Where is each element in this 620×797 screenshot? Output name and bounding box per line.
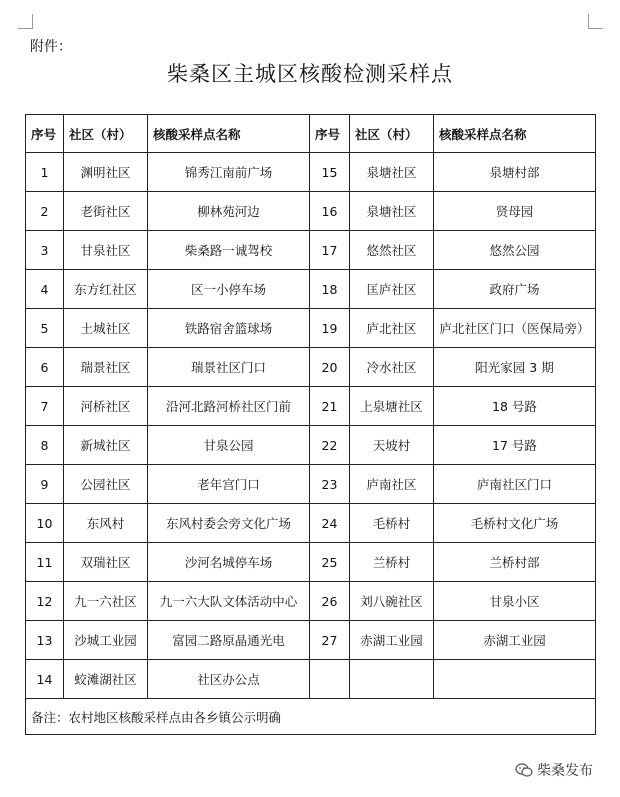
table-cell: 泉塘村部 bbox=[434, 153, 596, 192]
table-cell: 东方红社区 bbox=[64, 270, 148, 309]
table-cell: 6 bbox=[26, 348, 64, 387]
table-cell: 19 bbox=[310, 309, 350, 348]
note-row bbox=[26, 699, 596, 735]
table-cell: 15 bbox=[310, 153, 350, 192]
table-cell: 沙城工业园 bbox=[64, 621, 148, 660]
table-cell: 22 bbox=[310, 426, 350, 465]
header-cell: 社区（村） bbox=[64, 115, 148, 153]
table-cell: 11 bbox=[26, 543, 64, 582]
table-cell: 16 bbox=[310, 192, 350, 231]
table-cell: 柳林苑河边 bbox=[148, 192, 310, 231]
table-cell: 庐北社区门口（医保局旁） bbox=[434, 309, 596, 348]
table-cell: 18 bbox=[310, 270, 350, 309]
table-cell: 瑞景社区门口 bbox=[148, 348, 310, 387]
table-cell: 悠然公园 bbox=[434, 231, 596, 270]
table-cell: 社区办公点 bbox=[148, 660, 310, 699]
table-cell: 庐南社区 bbox=[350, 465, 434, 504]
table-cell: 20 bbox=[310, 348, 350, 387]
table-cell: 土城社区 bbox=[64, 309, 148, 348]
table-cell: 17 bbox=[310, 231, 350, 270]
table-cell: 兰桥村 bbox=[350, 543, 434, 582]
table-cell: 8 bbox=[26, 426, 64, 465]
table-cell bbox=[434, 660, 596, 699]
table-cell: 12 bbox=[26, 582, 64, 621]
table-cell: 天坡村 bbox=[350, 426, 434, 465]
table-cell: 九一六大队文体活动中心 bbox=[148, 582, 310, 621]
table-cell: 1 bbox=[26, 153, 64, 192]
table-cell: 甘泉社区 bbox=[64, 231, 148, 270]
table-cell: 10 bbox=[26, 504, 64, 543]
table-row bbox=[26, 504, 596, 543]
table-row bbox=[26, 465, 596, 504]
table-cell: 老年宫门口 bbox=[148, 465, 310, 504]
table-cell: 2 bbox=[26, 192, 64, 231]
watermark bbox=[515, 760, 593, 780]
crop-mark-top-left bbox=[18, 14, 33, 29]
table-cell: 东风村委会旁文化广场 bbox=[148, 504, 310, 543]
table-row bbox=[26, 582, 596, 621]
table-cell: 庐北社区 bbox=[350, 309, 434, 348]
table-cell: 上泉塘社区 bbox=[350, 387, 434, 426]
table-cell: 23 bbox=[310, 465, 350, 504]
table-row bbox=[26, 426, 596, 465]
table-cell: 4 bbox=[26, 270, 64, 309]
table-row bbox=[26, 309, 596, 348]
table-cell: 毛桥村 bbox=[350, 504, 434, 543]
note-text: 备注：农村地区核酸采样点由各乡镇公示明确 bbox=[26, 699, 596, 735]
table-cell: 毛桥村文化广场 bbox=[434, 504, 596, 543]
table-cell: 新城社区 bbox=[64, 426, 148, 465]
wechat-icon bbox=[515, 763, 533, 777]
table-cell: 赤湖工业园 bbox=[434, 621, 596, 660]
table-row bbox=[26, 192, 596, 231]
table-cell: 17 号路 bbox=[434, 426, 596, 465]
table-cell: 赤湖工业园 bbox=[350, 621, 434, 660]
table-cell: 政府广场 bbox=[434, 270, 596, 309]
table-cell: 双瑞社区 bbox=[64, 543, 148, 582]
table-cell: 3 bbox=[26, 231, 64, 270]
table-cell: 悠然社区 bbox=[350, 231, 434, 270]
table-cell: 甘泉公园 bbox=[148, 426, 310, 465]
header-cell: 序号 bbox=[26, 115, 64, 153]
table-cell: 兰桥村部 bbox=[434, 543, 596, 582]
table-cell: 公园社区 bbox=[64, 465, 148, 504]
table-cell: 13 bbox=[26, 621, 64, 660]
table-cell: 刘八碗社区 bbox=[350, 582, 434, 621]
table-cell: 21 bbox=[310, 387, 350, 426]
table-cell: 冷水社区 bbox=[350, 348, 434, 387]
table-cell: 阳光家园 3 期 bbox=[434, 348, 596, 387]
crop-mark-top-right bbox=[588, 14, 603, 29]
table-cell: 东风村 bbox=[64, 504, 148, 543]
table-cell: 泉塘社区 bbox=[350, 153, 434, 192]
table-cell: 蛟滩湖社区 bbox=[64, 660, 148, 699]
table-row bbox=[26, 231, 596, 270]
table-cell: 沿河北路河桥社区门前 bbox=[148, 387, 310, 426]
header-cell: 序号 bbox=[310, 115, 350, 153]
table-cell: 区一小停车场 bbox=[148, 270, 310, 309]
table-cell: 泉塘社区 bbox=[350, 192, 434, 231]
header-cell: 核酸采样点名称 bbox=[148, 115, 310, 153]
table-cell: 贤母园 bbox=[434, 192, 596, 231]
table-cell: 27 bbox=[310, 621, 350, 660]
table-cell: 锦秀江南前广场 bbox=[148, 153, 310, 192]
table-cell: 富园二路原晶通光电 bbox=[148, 621, 310, 660]
table-cell: 铁路宿舍篮球场 bbox=[148, 309, 310, 348]
table-cell: 庐南社区门口 bbox=[434, 465, 596, 504]
table-cell: 沙河名城停车场 bbox=[148, 543, 310, 582]
table-row bbox=[26, 153, 596, 192]
sampling-points-table bbox=[25, 114, 596, 735]
table-header-row bbox=[26, 115, 596, 153]
attachment-label: 附件： bbox=[30, 39, 72, 55]
table-cell: 7 bbox=[26, 387, 64, 426]
table-cell: 柴桑路一诚驾校 bbox=[148, 231, 310, 270]
table-cell: 九一六社区 bbox=[64, 582, 148, 621]
table-cell: 25 bbox=[310, 543, 350, 582]
table-cell: 匡庐社区 bbox=[350, 270, 434, 309]
table-cell: 26 bbox=[310, 582, 350, 621]
watermark-text: 柴桑发布 bbox=[537, 763, 593, 779]
table-cell: 9 bbox=[26, 465, 64, 504]
header-cell: 核酸采样点名称 bbox=[434, 115, 596, 153]
table-cell: 河桥社区 bbox=[64, 387, 148, 426]
table-row bbox=[26, 543, 596, 582]
document-title: 柴桑区主城区核酸检测采样点 bbox=[167, 62, 453, 86]
table-cell bbox=[310, 660, 350, 699]
table-cell: 老街社区 bbox=[64, 192, 148, 231]
table-row bbox=[26, 348, 596, 387]
table-row bbox=[26, 621, 596, 660]
table-row bbox=[26, 387, 596, 426]
table-cell: 瑞景社区 bbox=[64, 348, 148, 387]
table-row bbox=[26, 660, 596, 699]
table-cell bbox=[350, 660, 434, 699]
table-cell: 18 号路 bbox=[434, 387, 596, 426]
table-cell: 24 bbox=[310, 504, 350, 543]
table-cell: 14 bbox=[26, 660, 64, 699]
table-row bbox=[26, 270, 596, 309]
table-cell: 甘泉小区 bbox=[434, 582, 596, 621]
table-cell: 5 bbox=[26, 309, 64, 348]
table-cell: 渊明社区 bbox=[64, 153, 148, 192]
header-cell: 社区（村） bbox=[350, 115, 434, 153]
